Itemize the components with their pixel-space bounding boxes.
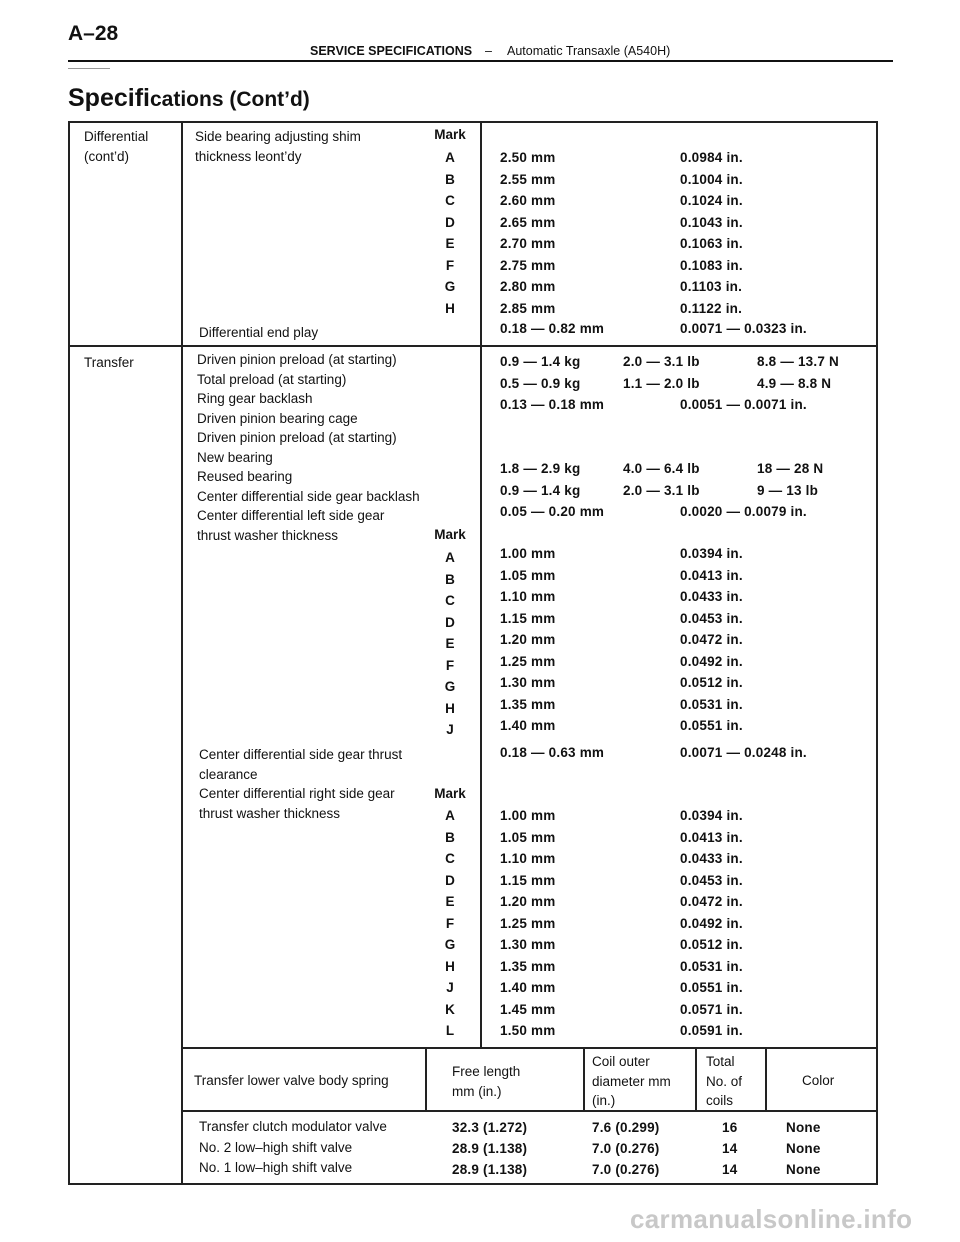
- mark-item: F: [445, 257, 455, 273]
- inch-value: 0.0413 in.: [680, 829, 743, 845]
- transfer-values-mid-col1: [500, 458, 604, 523]
- value-cell: 0.0020 — 0.0079 in.: [680, 504, 807, 519]
- mark-header: Mark: [434, 786, 466, 801]
- value-cell: 0.5 — 0.9 kg: [500, 375, 581, 391]
- mm-value: 1.00 mm: [500, 808, 556, 823]
- mm-value: 2.85 mm: [500, 300, 556, 316]
- mm-value: 1.15 mm: [500, 872, 556, 888]
- mark-item: A: [445, 808, 455, 823]
- transfer-item: thrust washer thickness: [197, 527, 339, 543]
- spring-color-value: None: [786, 1162, 821, 1177]
- inch-value: 0.0394 in.: [680, 808, 743, 823]
- coil-count-value: 14: [722, 1162, 738, 1177]
- left-mm-list: [500, 543, 555, 737]
- mark-item: H: [445, 700, 455, 716]
- value-cell: 0.9 — 1.4 kg: [500, 482, 581, 498]
- free-length-list: [452, 1117, 527, 1180]
- header-separator: –: [485, 44, 492, 58]
- inch-value: 0.1083 in.: [680, 257, 743, 273]
- mm-value: 1.10 mm: [500, 589, 556, 604]
- table-col-divider-2: [480, 122, 482, 1047]
- inch-value: 0.0433 in.: [680, 589, 743, 604]
- group-label-line: Differential: [84, 129, 149, 144]
- right-mark-list: [430, 805, 470, 1042]
- spring-col-divider-2: [583, 1047, 585, 1110]
- mm-value: 2.60 mm: [500, 193, 556, 208]
- right-mm-list: [500, 805, 555, 1042]
- transfer-group-label: Transfer: [84, 355, 134, 370]
- col-header-line: Coil outer: [592, 1054, 650, 1069]
- mm-value: 1.50 mm: [500, 1023, 556, 1038]
- mm-value: 2.70 mm: [500, 236, 556, 251]
- mark-item: C: [445, 851, 455, 866]
- thrust-item: thrust washer thickness: [199, 805, 341, 821]
- section-title: SERVICE SPECIFICATIONS: [310, 44, 473, 58]
- spring-color-value: None: [786, 1141, 821, 1156]
- mm-value: 1.05 mm: [500, 567, 556, 583]
- right-inch-list: [680, 805, 743, 1042]
- thrust-clear-mm: 0.18 — 0.63 mm: [500, 745, 605, 760]
- spring-name: Transfer clutch modulator valve: [199, 1119, 387, 1134]
- spring-col-divider-3: [695, 1047, 697, 1110]
- title-rest: cations (Cont’d): [149, 88, 310, 111]
- mm-value: 1.40 mm: [500, 980, 556, 995]
- mark-item: B: [445, 829, 455, 845]
- mark-header: Mark: [434, 127, 466, 142]
- col-header-line: coils: [706, 1093, 734, 1108]
- left-inch-list: [680, 543, 743, 737]
- mm-value: 1.30 mm: [500, 675, 556, 690]
- spring-name-list: [199, 1117, 387, 1179]
- mark-item: C: [445, 593, 455, 608]
- value-cell: 18 — 28 N: [757, 461, 824, 476]
- end-play-mm: 0.18 — 0.82 mm: [500, 321, 605, 336]
- col-coil-diameter: [592, 1052, 671, 1111]
- transfer-values-mid-col2: [623, 458, 700, 501]
- value-cell: 8.8 — 13.7 N: [757, 354, 839, 369]
- mark-header: Mark: [434, 527, 466, 542]
- value-cell: 4.9 — 8.8 N: [757, 375, 832, 391]
- mark-item: G: [444, 937, 456, 952]
- coil-diameter-value: 7.0 (0.276): [592, 1141, 660, 1156]
- row-divider-transfer: [69, 345, 877, 347]
- transfer-item: Ring gear backlash: [197, 391, 313, 406]
- inch-value: 0.0413 in.: [680, 567, 743, 583]
- mm-value: 1.45 mm: [500, 1001, 556, 1017]
- inch-value: 0.0591 in.: [680, 1023, 743, 1038]
- value-cell: 2.0 — 3.1 lb: [623, 482, 700, 498]
- col-color: Color: [802, 1073, 835, 1088]
- inch-value: 0.0472 in.: [680, 894, 743, 909]
- mark-item: C: [445, 193, 455, 208]
- spring-label: Transfer lower valve body spring: [194, 1073, 389, 1088]
- group-label-line: (cont’d): [84, 148, 130, 164]
- coil-count-value: 16: [722, 1120, 738, 1135]
- mark-item: G: [444, 279, 456, 294]
- transfer-item: New bearing: [197, 449, 273, 465]
- value-cell: 0.9 — 1.4 kg: [500, 354, 581, 369]
- inch-value: 0.0492 in.: [680, 915, 743, 931]
- inch-value: 0.0531 in.: [680, 958, 743, 974]
- col-header-line: No. of: [706, 1073, 743, 1089]
- free-length-value: 32.3 (1.272): [452, 1120, 528, 1135]
- mm-value: 1.40 mm: [500, 718, 556, 733]
- spring-col-divider-4: [765, 1047, 767, 1110]
- shim-label-line: thickness leont’dy: [195, 148, 302, 164]
- transfer-item: Driven pinion bearing cage: [197, 410, 358, 426]
- row-divider-spring-head: [181, 1110, 877, 1112]
- mark-item: D: [445, 214, 455, 230]
- transfer-item-list: [197, 350, 420, 545]
- mm-value: 1.15 mm: [500, 610, 556, 626]
- inch-value: 0.0551 in.: [680, 718, 743, 733]
- col-header-line: Free length: [452, 1064, 521, 1079]
- col-header-line: mm (in.): [452, 1083, 502, 1099]
- value-cell: 0.13 — 0.18 mm: [500, 397, 605, 412]
- header-rule-short: [68, 68, 110, 69]
- inch-value: 0.0512 in.: [680, 675, 743, 690]
- mark-item: D: [445, 872, 455, 888]
- transfer-values-top-col3: [757, 351, 839, 394]
- transfer-item: Total preload (at starting): [197, 371, 347, 387]
- mark-item: E: [445, 894, 455, 909]
- thrust-item: Center differential side gear thrust: [199, 747, 403, 762]
- mark-item: H: [445, 300, 455, 316]
- coil-count-list: [722, 1117, 737, 1180]
- mark-item: F: [445, 657, 455, 673]
- coil-count-value: 14: [722, 1141, 738, 1156]
- mm-value: 1.30 mm: [500, 937, 556, 952]
- mark-item: D: [445, 614, 455, 630]
- mark-item: K: [445, 1001, 455, 1017]
- mm-value: 1.35 mm: [500, 958, 556, 974]
- thrust-item: clearance: [199, 766, 258, 782]
- mark-item: F: [445, 915, 455, 931]
- title-bold: Specifi: [68, 84, 150, 112]
- mm-value: 1.20 mm: [500, 632, 556, 647]
- mm-value: 1.05 mm: [500, 829, 556, 845]
- col-header-line: Total: [706, 1054, 735, 1069]
- free-length-value: 28.9 (1.138): [452, 1162, 528, 1177]
- col-free-length: [452, 1062, 520, 1101]
- value-cell: 0.0051 — 0.0071 in.: [680, 397, 807, 412]
- mm-value: 2.55 mm: [500, 171, 556, 187]
- inch-value: 0.0551 in.: [680, 980, 743, 995]
- mark-item: L: [445, 1023, 455, 1038]
- thrust-item-list: [199, 745, 402, 823]
- inch-value: 0.0512 in.: [680, 937, 743, 952]
- inch-value: 0.1122 in.: [680, 300, 743, 316]
- value-cell: 2.0 — 3.1 lb: [623, 354, 700, 369]
- value-cell: 1.8 — 2.9 kg: [500, 461, 581, 476]
- left-mark-list: [430, 547, 470, 741]
- transfer-item: Driven pinion preload (at starting): [197, 430, 397, 445]
- row-divider-spring: [181, 1047, 877, 1049]
- mm-value: 2.80 mm: [500, 279, 556, 294]
- inch-value: 0.1063 in.: [680, 236, 743, 251]
- col-total-coils: [706, 1052, 742, 1111]
- spring-col-divider-1: [425, 1047, 427, 1110]
- mark-item: B: [445, 571, 455, 587]
- value-cell: 1.1 — 2.0 lb: [623, 375, 700, 391]
- watermark: carmanualsonline.info: [630, 1204, 913, 1234]
- table-col-divider-1: [181, 122, 183, 1184]
- spring-color-list: [786, 1117, 821, 1180]
- diff-mm-list: [500, 147, 555, 319]
- col-header-line: diameter mm: [592, 1073, 671, 1089]
- inch-value: 0.0531 in.: [680, 696, 743, 712]
- inch-value: 0.0571 in.: [680, 1001, 743, 1017]
- inch-value: 0.0394 in.: [680, 546, 743, 561]
- inch-value: 0.0453 in.: [680, 610, 743, 626]
- mark-item: G: [444, 679, 456, 694]
- value-cell: 4.0 — 6.4 lb: [623, 461, 700, 476]
- mark-item: A: [445, 150, 455, 165]
- spring-name: No. 1 low–high shift valve: [199, 1160, 353, 1175]
- diff-inch-list: [680, 147, 743, 319]
- inch-value: 0.0453 in.: [680, 872, 743, 888]
- inch-value: 0.0492 in.: [680, 653, 743, 669]
- spring-name: No. 2 low–high shift valve: [199, 1139, 353, 1155]
- col-header-line: (in.): [592, 1093, 616, 1108]
- mark-item: E: [445, 236, 455, 251]
- spring-color-value: None: [786, 1120, 821, 1135]
- transfer-item: Center differential left side gear: [197, 508, 385, 523]
- mark-item: E: [445, 636, 455, 651]
- inch-value: 0.1103 in.: [680, 279, 743, 294]
- transfer-values-mid-col3: [757, 458, 823, 501]
- mm-value: 1.20 mm: [500, 894, 556, 909]
- transfer-item: Reused bearing: [197, 469, 293, 484]
- page-title: [68, 84, 310, 113]
- inch-value: 0.1004 in.: [680, 171, 743, 187]
- value-cell: 9 — 13 lb: [757, 482, 819, 498]
- coil-diameter-list: [592, 1117, 660, 1180]
- mm-value: 2.65 mm: [500, 214, 556, 230]
- inch-value: 0.0433 in.: [680, 851, 743, 866]
- mm-value: 1.25 mm: [500, 915, 556, 931]
- transfer-values-top-col2: [623, 351, 700, 394]
- free-length-value: 28.9 (1.138): [452, 1141, 528, 1156]
- mm-value: 1.35 mm: [500, 696, 556, 712]
- inch-value: 0.1043 in.: [680, 214, 743, 230]
- mark-item: B: [445, 171, 455, 187]
- mm-value: 1.10 mm: [500, 851, 556, 866]
- mark-item: H: [445, 958, 455, 974]
- value-cell: 0.05 — 0.20 mm: [500, 504, 605, 519]
- mm-value: 2.50 mm: [500, 150, 556, 165]
- shim-label-line: Side bearing adjusting shim: [195, 129, 361, 144]
- end-play-in: 0.0071 — 0.0323 in.: [680, 321, 807, 336]
- thrust-item: Center differential right side gear: [199, 786, 395, 801]
- mark-item: A: [445, 550, 455, 565]
- transfer-item: Center differential side gear backlash: [197, 488, 420, 504]
- mm-value: 1.00 mm: [500, 546, 556, 561]
- transfer-item: Driven pinion preload (at starting): [197, 352, 397, 367]
- inch-value: 0.0472 in.: [680, 632, 743, 647]
- shim-label: [195, 127, 361, 166]
- inch-value: 0.0984 in.: [680, 150, 743, 165]
- spec-table: [68, 121, 878, 1185]
- mm-value: 1.25 mm: [500, 653, 556, 669]
- section-subtitle: Automatic Transaxle (A540H): [507, 44, 671, 58]
- header-rule: [68, 60, 893, 62]
- mark-item: J: [446, 980, 454, 995]
- coil-diameter-value: 7.0 (0.276): [592, 1162, 660, 1177]
- transfer-values-top-col1: [500, 351, 604, 416]
- mark-item: J: [446, 722, 454, 737]
- end-play-label: Differential end play: [199, 325, 319, 340]
- mm-value: 2.75 mm: [500, 257, 556, 273]
- page-number: A–28: [68, 22, 119, 45]
- thrust-clear-in: 0.0071 — 0.0248 in.: [680, 745, 807, 760]
- diff-mark-list: [430, 147, 470, 319]
- differential-group-label: [84, 127, 148, 166]
- inch-value: 0.1024 in.: [680, 193, 743, 208]
- coil-diameter-value: 7.6 (0.299): [592, 1120, 660, 1135]
